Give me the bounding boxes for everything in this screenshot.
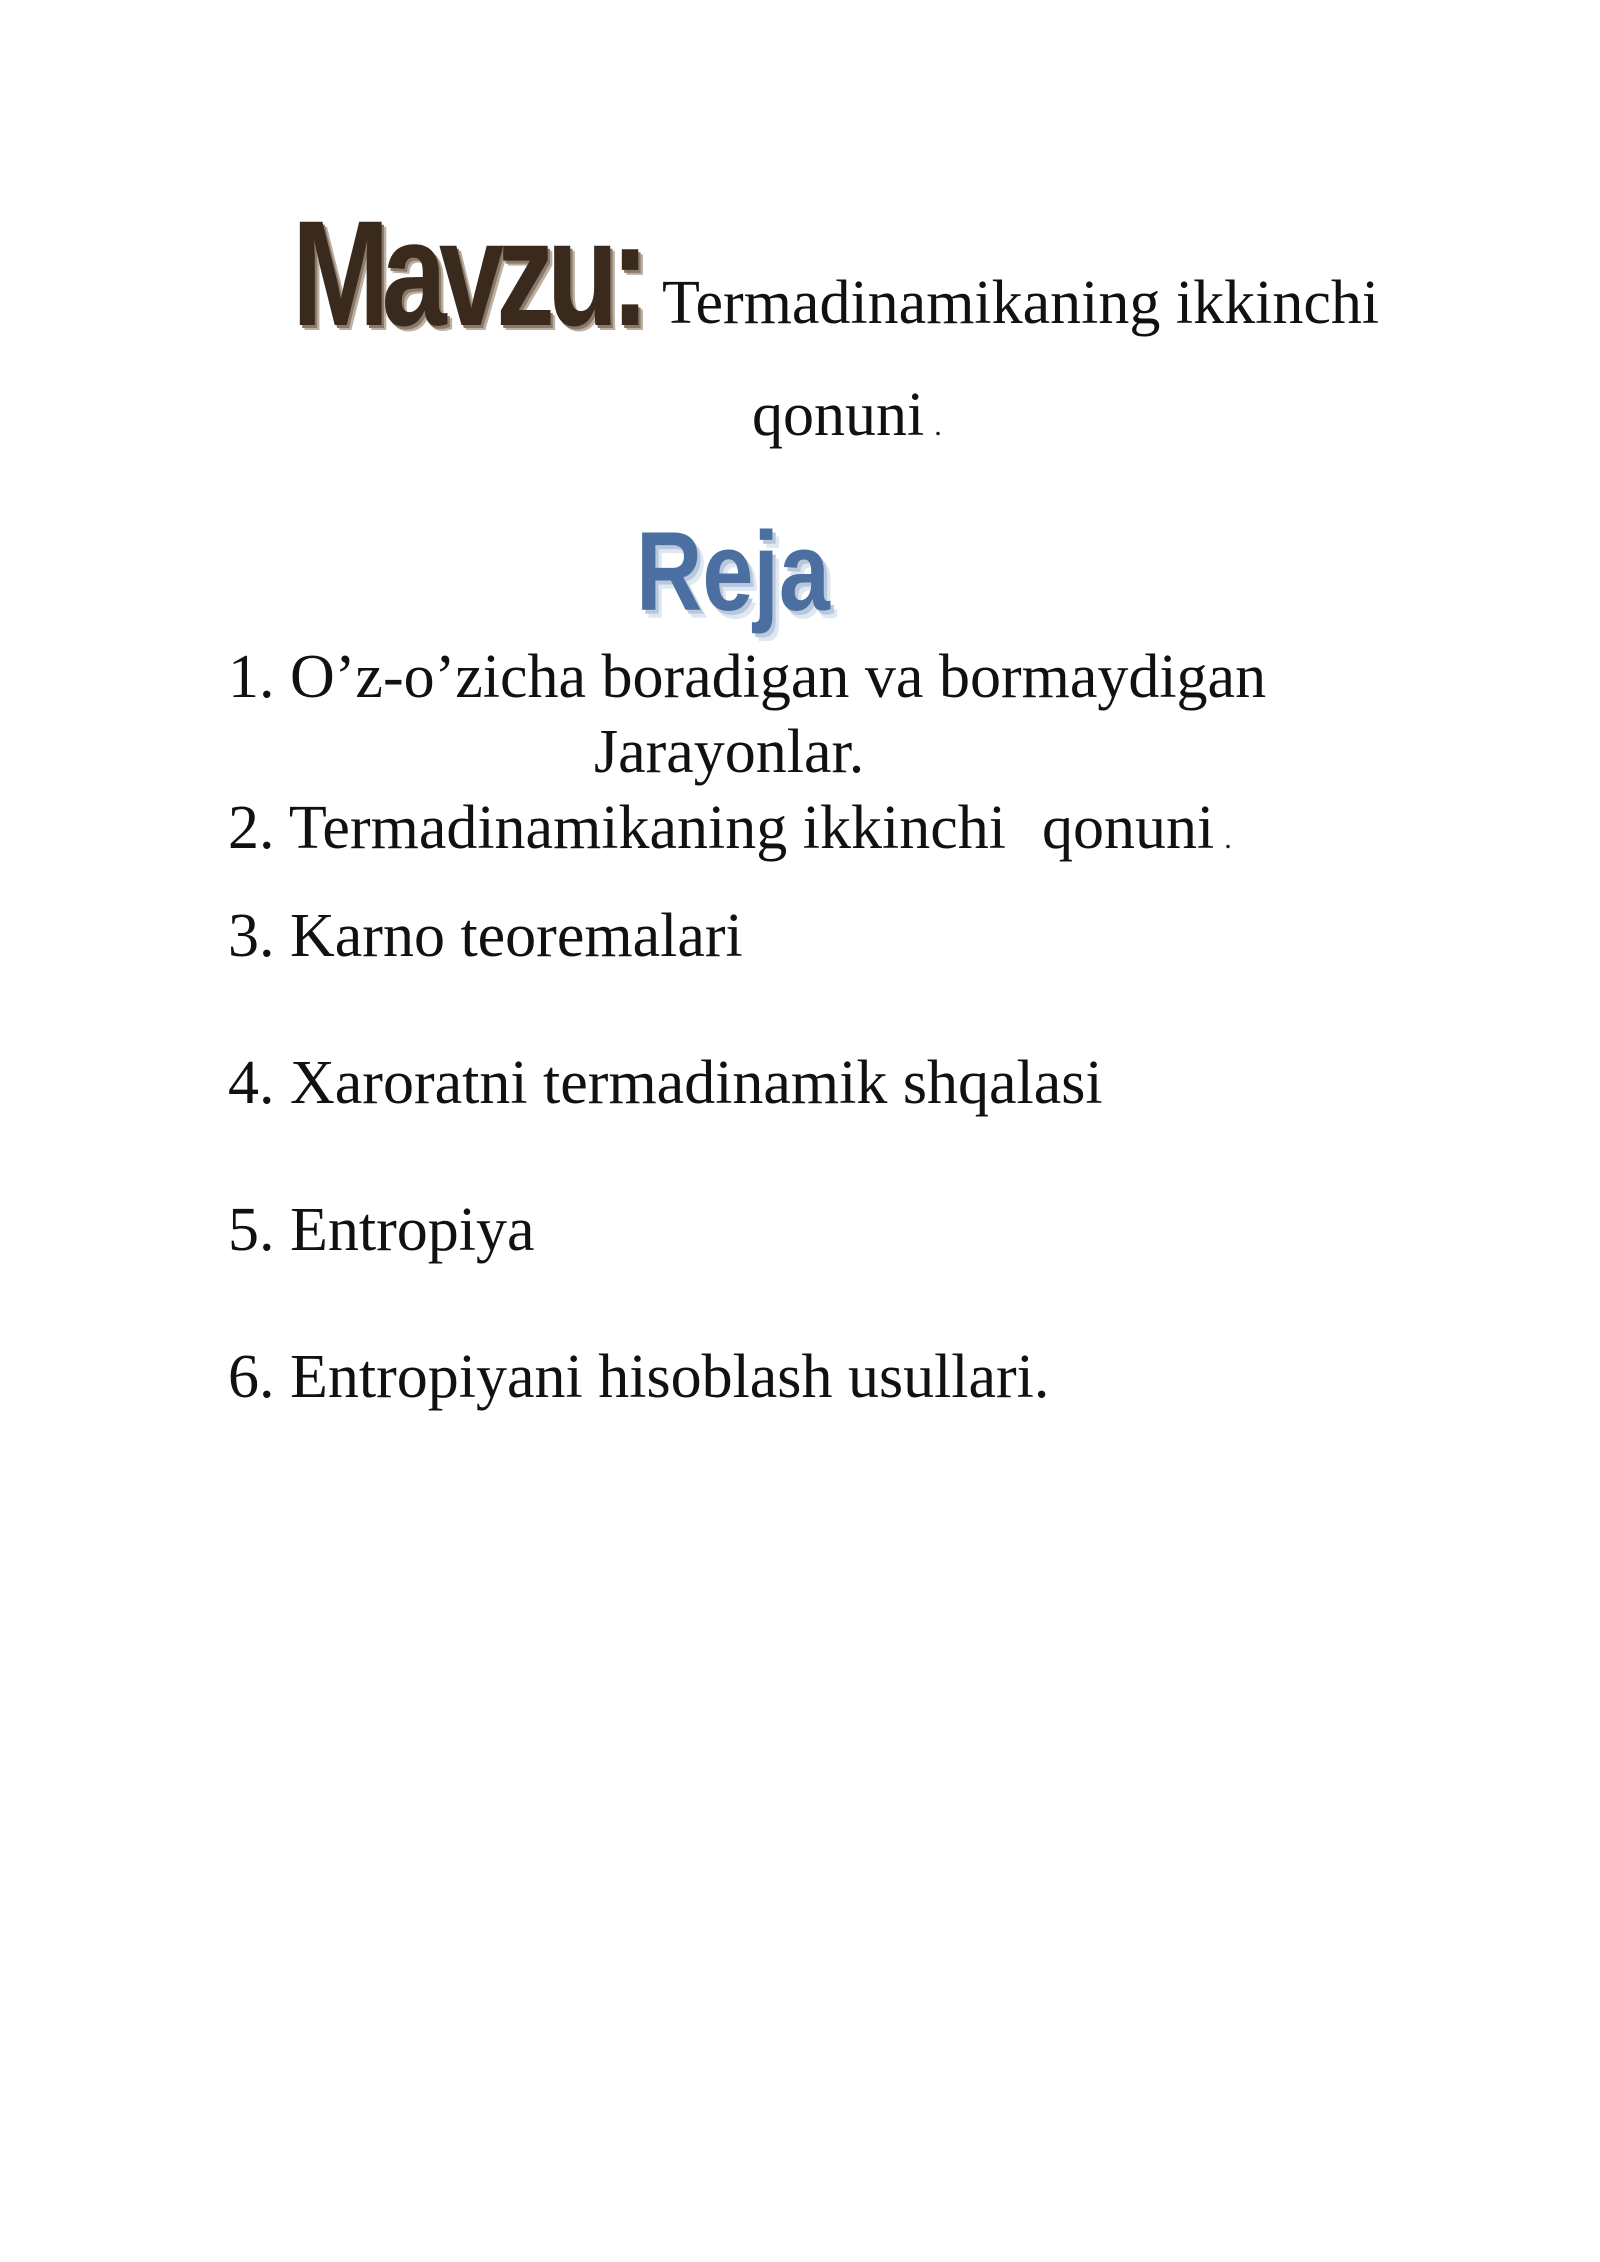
plan-item-5: 5. Entropiya [228,1196,535,1264]
plan-title-wordart: Reja [636,509,830,634]
plan-item-2-text: 2. Termadinamikaning ikkinchi [228,794,1006,862]
plan-item-1-continuation: Jarayonlar. [594,718,865,786]
plan-item-2-dot: . [1224,822,1232,855]
topic-title-line2-text: qonuni [752,381,925,449]
topic-title-line1: Termadinamikaning ikkinchi [662,269,1380,337]
plan-item-4: 4. Xaroratni termadinamik shqalasi [228,1049,1103,1117]
plan-item-2-text-b: qonuni [1041,794,1215,862]
topic-label-wordart: Mavzu: [292,189,642,357]
topic-title-dot: . [934,409,942,442]
plan-item-6: 6. Entropiyani hisoblash usullari. [228,1343,1050,1411]
plan-item-3: 3. Karno teoremalari [228,902,743,970]
plan-item-1: 1. O’z-o’zicha boradigan va bormaydigan [228,643,1267,711]
topic-title-line2 [752,380,942,461]
plan-item-2 [228,792,1232,875]
